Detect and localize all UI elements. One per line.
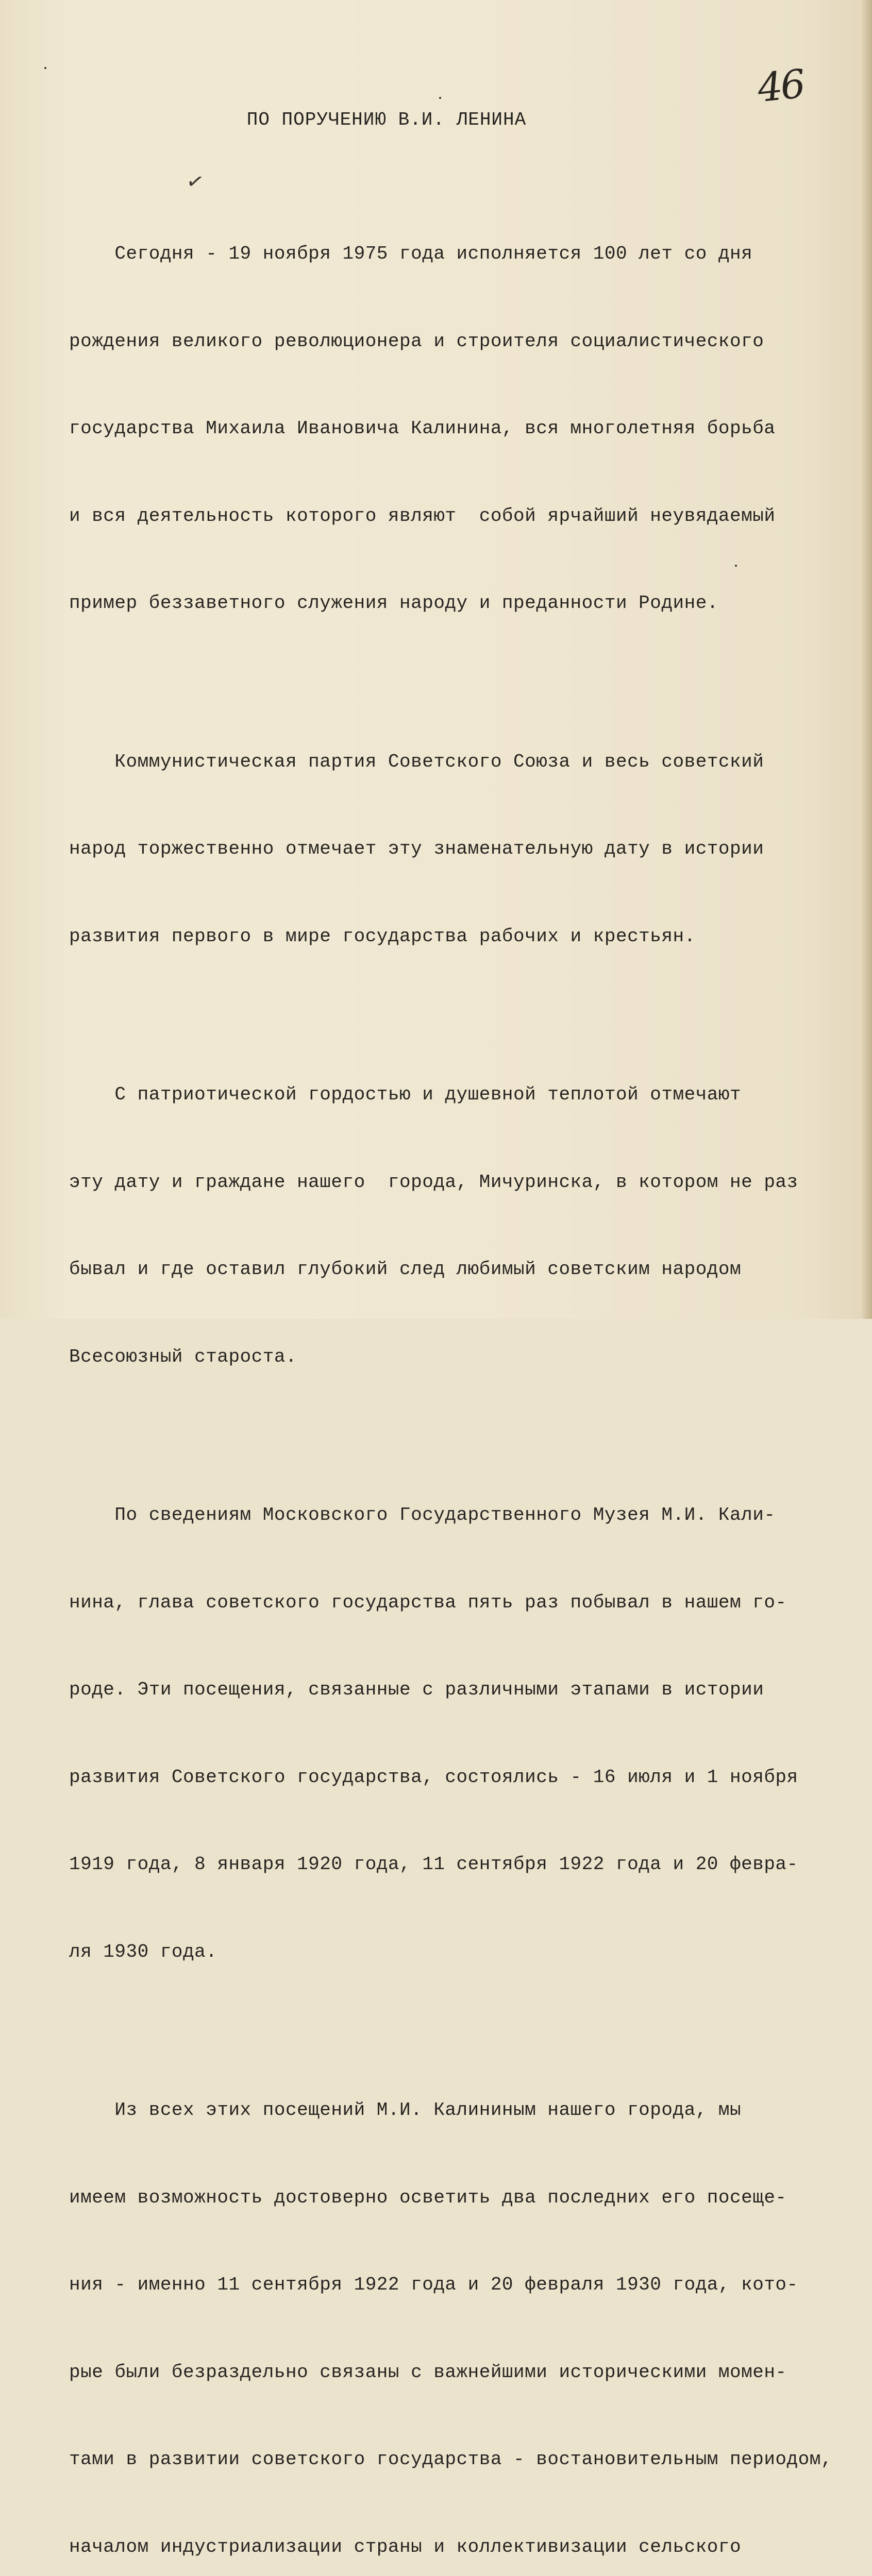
check-mark-icon: ✓: [184, 168, 206, 195]
paragraph: [69, 1022, 865, 1430]
text-line: бывал и где оставил глубокий след любимый советским народом: [69, 1259, 742, 1280]
document-body: [69, 181, 865, 2576]
paragraph: [69, 689, 865, 1010]
text-line: По сведениям Московского Государственного Музея М.И. Кали-: [69, 1504, 776, 1526]
text-line: Сегодня - 19 ноября 1975 года исполняется 100 лет со дня: [69, 243, 753, 264]
text-line: народ торжественно отмечает эту знаменательную дату в истории: [69, 838, 764, 859]
folio-number: 46: [755, 60, 806, 111]
text-line: С патриотической гордостью и душевной теплотой отмечают: [69, 1084, 742, 1105]
text-line: государства Михаила Ивановича Калинина, вся многолетняя борьба: [69, 418, 776, 439]
paragraph: [69, 1443, 865, 2025]
text-line: тами в развитии советского государства - востановительным периодом,: [69, 2449, 832, 2470]
text-line: нина, глава советского государства пять раз побывал в нашем го-: [69, 1591, 787, 1613]
text-line: и вся деятельность которого являют собой ярчайший неувядаемый: [69, 505, 776, 527]
text-line: Всесоюзный староста.: [69, 1346, 297, 1367]
text-line: Из всех этих посещений М.И. Калининым нашего города, мы: [69, 2099, 742, 2121]
text-line: эту дату и граждане нашего города, Мичуринска, в котором не раз: [69, 1171, 798, 1193]
paragraph: [69, 181, 865, 676]
text-line: 1919 года, 8 января 1920 года, 11 сентября 1922 года и 20 февра-: [69, 1854, 798, 1875]
text-line: ния - именно 11 сентября 1922 года и 20 февраля 1930 года, кото-: [69, 2274, 798, 2295]
text-line: рождения великого революционера и строителя социалистического: [69, 330, 764, 352]
page-title: ПО ПОРУЧЕНИЮ В.И. ЛЕНИНА: [246, 109, 527, 130]
text-line: рые были безраздельно связаны с важнейшими историческими момен-: [69, 2361, 787, 2383]
text-line: ля 1930 года.: [69, 1941, 217, 1962]
paragraph: [69, 2038, 865, 2576]
text-line: началом индустриализации страны и коллективизации сельского: [69, 2536, 742, 2557]
text-line: имеем возможность достоверно осветить два последних его посеще-: [69, 2187, 787, 2208]
text-line: роде. Эти посещения, связанные с различными этапами в истории: [69, 1679, 764, 1700]
text-line: пример беззаветного служения народу и преданности Родине.: [69, 592, 718, 614]
paper-speck: [44, 67, 46, 69]
text-line: развития Советского государства, состоялись - 16 июля и 1 ноября: [69, 1766, 798, 1788]
text-line: развития первого в мире государства рабочих и крестьян.: [69, 925, 696, 947]
paper-speck: [439, 97, 441, 99]
text-line: Коммунистическая партия Советского Союза и весь советский: [69, 751, 764, 772]
